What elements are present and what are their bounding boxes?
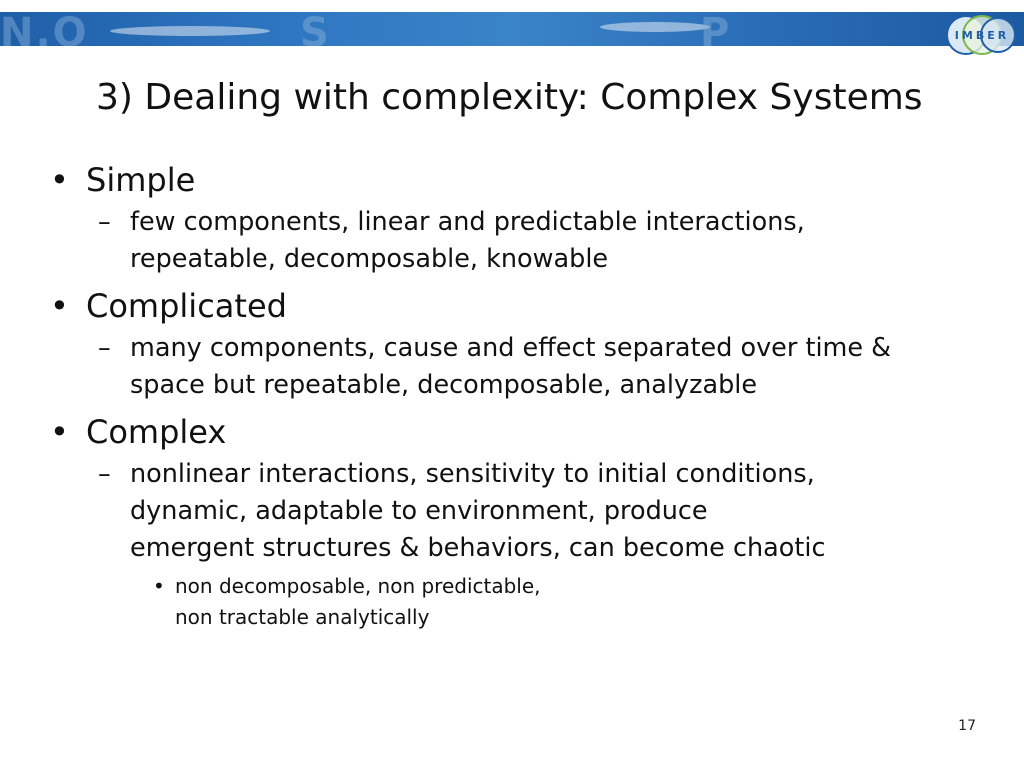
bullet-icon: • (50, 413, 69, 451)
sub-bullet-line: repeatable, decomposable, knowable (130, 244, 609, 274)
bullet-icon: • (153, 574, 165, 598)
sub-bullet (50, 330, 990, 404)
bullet-complex (50, 410, 990, 454)
bullet-icon: • (50, 287, 69, 325)
sub-bullet-line: few components, linear and predictable interactions, (130, 207, 805, 237)
dash-icon: – (98, 333, 111, 363)
imber-logo-icon (944, 14, 1018, 56)
sub-bullet (50, 456, 990, 567)
banner-decoration: S (300, 12, 331, 46)
bullet-complicated (50, 284, 990, 328)
header-banner (0, 12, 1024, 46)
slide-content (50, 152, 990, 633)
bullet-icon: • (50, 161, 69, 199)
sub-bullet-line: nonlinear interactions, sensitivity to initial conditions, (130, 459, 815, 489)
bullet-text: Complex (86, 413, 227, 451)
dash-icon: – (98, 459, 111, 489)
sub-bullet-line: dynamic, adaptable to environment, produce (130, 496, 708, 526)
bullet-text: Simple (86, 161, 196, 199)
banner-decoration: P (700, 12, 732, 46)
banner-decoration (600, 22, 710, 32)
dash-icon: – (98, 207, 111, 237)
banner-decoration (110, 26, 270, 36)
sub-bullet (50, 204, 990, 278)
banner-decoration: N.O (0, 12, 89, 46)
logo-text: IMBER (954, 29, 1010, 42)
sub-sub-bullet-line: non tractable analytically (175, 605, 430, 629)
page-number: 17 (958, 718, 976, 734)
sub-sub-bullet-line: non decomposable, non predictable, (175, 574, 541, 598)
sub-sub-bullet (50, 571, 990, 633)
slide-title: 3) Dealing with complexity: Complex Systems (96, 77, 923, 118)
bullet-simple (50, 158, 990, 202)
sub-bullet-line: many components, cause and effect separated over time & (130, 333, 892, 363)
bullet-text: Complicated (86, 287, 287, 325)
sub-bullet-line: space but repeatable, decomposable, analyzable (130, 370, 758, 400)
sub-bullet-line: emergent structures & behaviors, can become chaotic (130, 533, 826, 563)
